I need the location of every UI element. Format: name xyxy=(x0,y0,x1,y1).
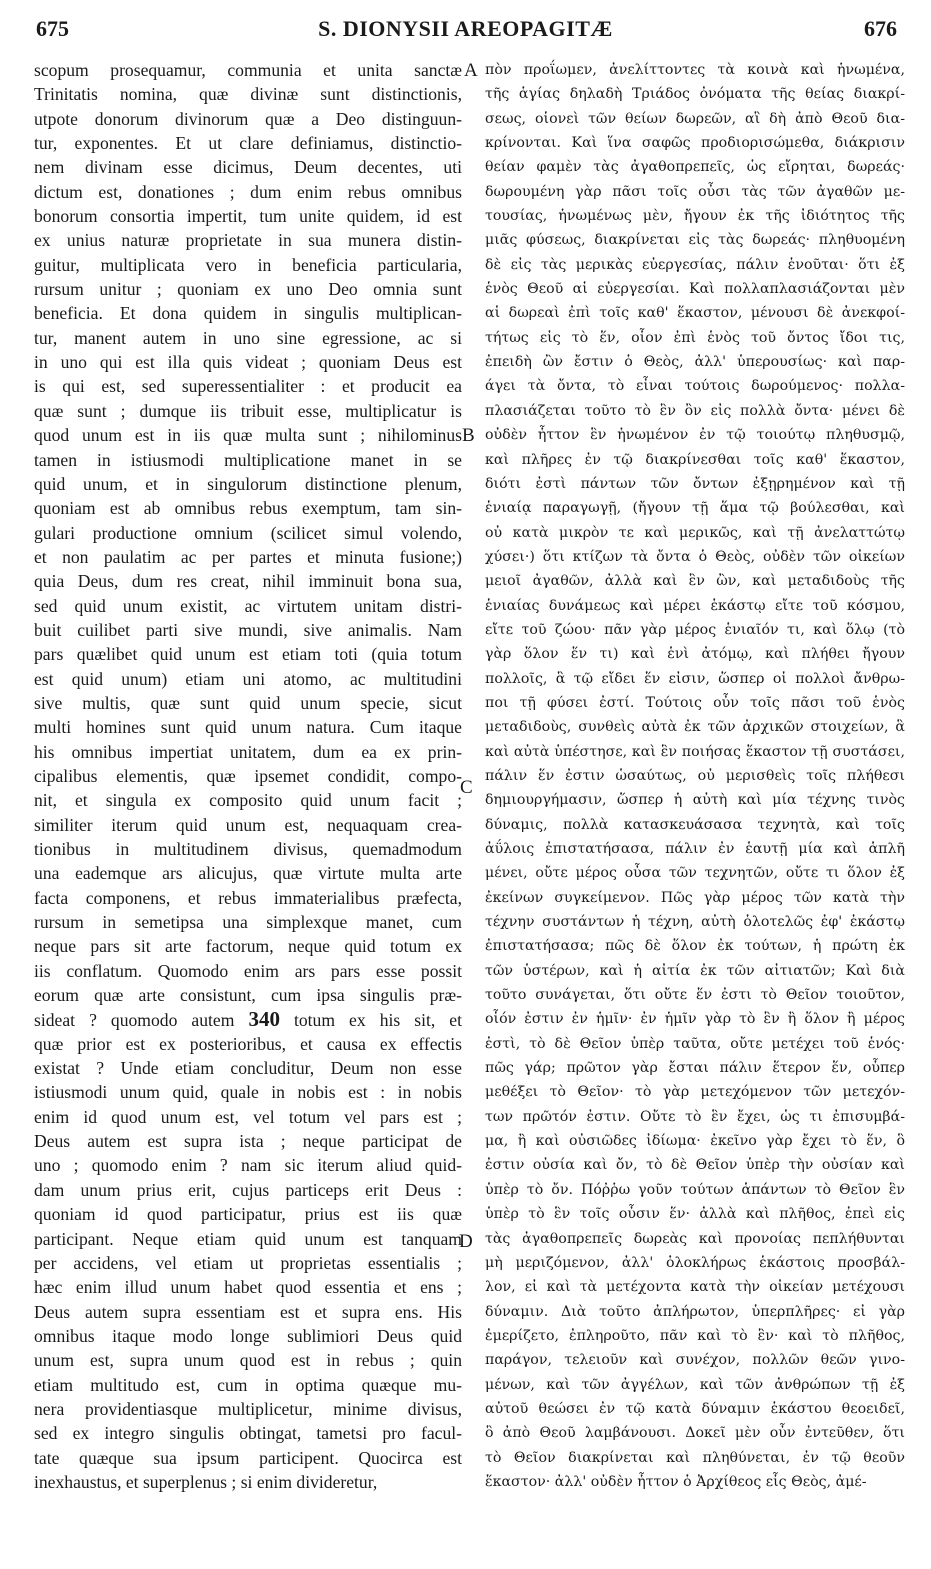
column-number: 340 xyxy=(248,1007,280,1032)
latin-text-line: Trinitatis nomina, quæ divinæ sunt distinctionis, xyxy=(34,84,462,105)
greek-text-line: ἑνιαίᾳ παραγωγῇ, (ἤγουν τῇ ἅμα τῷ βούλεσθαι, καὶ xyxy=(485,500,905,517)
latin-text-line: his omnibus impertiat unitatem, dum ea ex prin- xyxy=(34,741,462,762)
latin-text-line: inexhaustus, et superplenus ; si enim divideretur, xyxy=(34,1471,378,1492)
latin-text-line: similiter iterum quid unum est, nequaquam crea- xyxy=(34,814,462,835)
greek-text-line: τοῦτο συνάγεται, ὅτι οὔτε ἕν ἐστι τὸ Θεῖον τοιοῦτον, xyxy=(485,987,905,1004)
latin-text-line: ex unius naturæ proprietate in sua munera distin- xyxy=(34,230,462,251)
latin-text-line: nit, et singula ex composito quid unum facit ; xyxy=(34,790,462,811)
latin-text-line: quæ sunt ; dumque iis tribuit esse, multiplicatur is xyxy=(34,400,462,421)
latin-text-line: Deus autem est supra ista ; neque participat de xyxy=(34,1131,462,1152)
greek-text-line: θείαν φαμὲν τὰς ἀγαθοπρεπεῖς, ὡς εἴρηται, δωρεάς· xyxy=(485,159,905,176)
greek-text-line: ἐπιστατήσασα; πῶς δὲ ὅλον ἐκ τούτων, ἡ πρώτη ἐκ xyxy=(485,938,905,955)
latin-text-line: enim id quod unum est, vel totum vel pars est ; xyxy=(34,1106,462,1127)
page-number-right: 676 xyxy=(864,16,897,41)
greek-text-line: τὸ Θεῖον διακρίνεται καὶ πληθύνεται, ἐν τῷ θεοῦν xyxy=(485,1449,905,1466)
margin-marker-c: C xyxy=(460,777,473,798)
latin-text-line: dictum est, donationes ; dum enim rebus omnibus xyxy=(34,181,462,202)
latin-text-line: participant. Neque etiam quid unum est tanquam xyxy=(34,1228,462,1249)
latin-text-line: et non paulatim ac per partes et minuta fusione;) xyxy=(34,546,462,567)
latin-text-line: etiam multitudo est, cum in optima quæque mu- xyxy=(34,1374,462,1395)
greek-text-line: μὴ μεριζόμενον, ἀλλ' ὁλοκλήρως ἑκάστοις προσβάλ- xyxy=(485,1254,905,1271)
greek-text-line: τῆς ἁγίας δηλαδὴ Τριάδος ὀνόματα τῆς θείας διακρί- xyxy=(485,86,905,103)
greek-text-line: ἐστὶ, τὸ δὲ Θεῖον ὑπὲρ ταῦτα, οὔτε μετέχει τοῦ ἑνός· xyxy=(485,1035,905,1052)
greek-text-line: ὑπὲρ τὸ ὄν. Πόῤῥω γοῦν τούτων ἁπάντων τὸ Θεῖον ἓν xyxy=(485,1181,905,1198)
running-title: S. DIONYSII AREOPAGITÆ xyxy=(318,16,613,41)
latin-text-line: buit cuilibet parti sive mundi, sive animalis. Nam xyxy=(34,619,462,640)
greek-text-line: άγει τὰ ὄντα, τὸ εἶναι τούτοις δωρούμενος· πολλα- xyxy=(485,378,905,395)
latin-text-line: scopum prosequamur, communia et unita sanctæ xyxy=(34,60,462,80)
latin-text-line: gulari productione omnium (scilicet simul volendo, xyxy=(34,522,462,543)
running-header xyxy=(0,16,931,50)
margin-marker-d: D xyxy=(459,1231,473,1252)
latin-text-line: quia Deus, dum res creat, nihil imminuit bona sua, xyxy=(34,571,462,592)
greek-text-line: γὰρ ὅλον ἕν τι) καὶ ἑνὶ ἀτόμῳ, καὶ πλήθει ἤγουν xyxy=(485,646,905,663)
greek-text-line: καὶ αὐτὰ ὑπέστησε, καὶ ἓν ποιήσας ἕκαστον τῇ συστάσει, xyxy=(485,743,905,760)
latin-text-line: rursum in semetipsa una simplexque manet, cum xyxy=(34,912,462,933)
greek-column xyxy=(485,58,905,1494)
greek-text-line: οἷόν ἐστιν ἐν ἡμῖν· ἐν ἡμῖν γὰρ τὸ ἓν ἢ ὅλον ἢ μέρος xyxy=(485,1011,905,1028)
greek-text-line: πλασιάζεται τοῦτο τὸ ἓν ὂν εἰς πολλὰ ὄντα· μένει δὲ xyxy=(485,402,905,419)
latin-text-line: tamen in istiusmodi multiplicatione manet in se xyxy=(34,449,462,470)
greek-text-line: τουσίας, ἡνωμένως μὲν, ἤγουν ἐκ τῆς ἰδιότητος τῆς xyxy=(485,208,905,225)
latin-text-line: uno ; quomodo enim ? nam sic iterum aliud quid- xyxy=(34,1155,462,1176)
latin-text-line: is qui est, sed superessentialiter : et producit ea xyxy=(34,376,462,397)
latin-text-line: istiusmodi unum quid, quale in nobis est : in nobis xyxy=(34,1082,462,1103)
greek-text-line: ἐκείνων συγκείμενον. Πῶς γὰρ μέρος τῶν κατὰ τὴν xyxy=(485,889,905,906)
greek-text-line: σεως, οἱονεὶ τῶν θείων δωρεῶν, αἳ δὴ ἀπὸ Θεοῦ δια- xyxy=(485,110,905,127)
latin-text-line: guitur, multiplicata vero in beneficia particularia, xyxy=(34,254,462,275)
latin-text-line: bonorum consortia impertit, tum unite quidem, id est xyxy=(34,206,462,227)
latin-column xyxy=(34,58,462,1494)
latin-text-line: quid unum, et in singulorum distinctione plenum, xyxy=(34,473,462,494)
greek-text-line: τήτως εἰς τὸ ἕν, οἷον ἐπὶ ἑνὸς τοῦ ὄντος ἴδοι τις, xyxy=(485,329,905,346)
latin-text-line: hæc enim illud unum habet quod essentia et ens ; xyxy=(34,1277,462,1298)
latin-text-line: tate quæque sua ipsum participent. Quocirca est xyxy=(34,1447,462,1468)
latin-text-line: quoniam id quod participatur, prius est iis quæ xyxy=(34,1204,462,1225)
greek-text-line: μένει, οὔτε μέρος οὖσα τῶν τεχνητῶν, οὔτε τι ὅλον ἐξ xyxy=(485,865,905,882)
greek-text-line: λον, εἰ καὶ τὰ μετέχοντα κατὰ τὴν οἰκείαν μετέχουσι xyxy=(485,1279,905,1296)
latin-text-line: in uno qui est illa quis videat ; quoniam Deus est xyxy=(34,352,462,373)
latin-text-line: una eademque ars alicujus, quæ virtute multa arte xyxy=(34,863,462,884)
latin-text-line: tionibus in multitudinem divisus, quemadmodum xyxy=(34,839,462,859)
margin-marker-b: B xyxy=(462,425,475,446)
latin-text-line: quod unum est in iis quæ multa sunt ; nihilominus xyxy=(34,425,462,446)
greek-text-line: ἐπειδὴ ὢν ἔστιν ὁ Θεὸς, ἀλλ' ὑπερουσίως· καὶ παρ- xyxy=(485,354,905,371)
latin-text-line: omnibus itaque modo longe sublimiori Deus quid xyxy=(34,1325,462,1346)
greek-text-line: δημιουργήμασιν, ὥσπερ ἡ αὐτὴ καὶ μία τέχνης τινὸς xyxy=(485,792,905,809)
greek-text-line: πῶς γάρ; πρῶτον γὰρ ἔσται πάλιν ἕτερον ἕν, οὗπερ xyxy=(485,1060,905,1077)
latin-text-line: est quid unum) etiam uni atomo, ac multitudini xyxy=(34,668,462,689)
greek-text-line: ποι τῇ φύσει ἐστί. Τούτοις οὖν τοῖς πᾶσι τοῦ ἑνὸς xyxy=(485,694,905,711)
greek-text-line: καὶ πλῆρες ἐν τῷ διακρίνεσθαι τοῖς καθ' ἕκαστον, xyxy=(485,451,905,468)
latin-text-line: sed quid unum existit, ac virtutem unitam distri- xyxy=(34,595,462,616)
greek-text-line: μεταδιδοὺς, συνθεὶς αὐτὰ ἐκ τῶν ἀρχικῶν στοιχείων, ἃ xyxy=(485,719,905,736)
greek-text-line: μα, ἢ καὶ οὐσιῶδες ἰδίωμα· ἐκεῖνο γὰρ ἔχει τὸ ἕν, ὃ xyxy=(485,1133,905,1150)
latin-text-line: existat ? Unde etiam concluditur, Deum non esse xyxy=(34,1058,462,1079)
latin-text-line: iis conflatum. Quomodo enim ars pars esse possit xyxy=(34,960,462,981)
latin-text-line: utpote donorum divinorum quæ a Deo distinguun- xyxy=(34,108,462,129)
latin-text-line: cipalibus elementis, quæ ipsemet condidit, compo- xyxy=(34,765,462,786)
greek-text-line: ὃ ἀπὸ Θεοῦ λαμβάνουσι. Δοκεῖ μὲν οὖν ἐντεῦθεν, ὅτι xyxy=(485,1425,905,1442)
latin-text-line: tur, exponentes. Et ut clare definiamus, distinctio- xyxy=(34,133,462,154)
margin-marker-a: A xyxy=(464,60,478,81)
greek-text-line: δύναμιν. Διὰ τοῦτο ἀπλήρωτον, ὑπερπλῆρες· εἰ γὰρ xyxy=(485,1303,905,1320)
greek-text-line: ὑπὲρ τὸ ἓν τοῖς οὖσιν ἕν· ἀλλὰ καὶ πλῆθος, ἐπεὶ εἰς xyxy=(485,1206,905,1223)
latin-text-line: dam unum prius erit, cujus particeps erit Deus : xyxy=(34,1179,462,1200)
greek-text-line: δὲ εἰς τὰς μερικὰς εὐεργεσίας, πάλιν ἑνοῦται· ὅτι ἐξ xyxy=(485,256,905,273)
latin-text-line: beneficia. Et dona quidem in singulis multiplican- xyxy=(34,303,462,324)
greek-text-line: ἕκαστον· ἀλλ' οὐδὲν ἧττον ὁ Ἀρχίθεος εἷς Θεὸς, ἀμέ- xyxy=(485,1473,867,1490)
greek-text-line: οὐδὲν ἧττον ἓν ἡνωμένον ἐν τῷ τοιούτῳ πληθυσμῷ, xyxy=(485,427,905,444)
latin-text-line: multi homines sunt quid unum natura. Cum itaque xyxy=(34,717,462,738)
greek-text-line: δωρουμένη γὰρ πᾶσι τοῖς οὖσι τὰς τῶν ἀγαθῶν με- xyxy=(485,183,905,200)
greek-text-line: τῶν ὑστέρων, καὶ ἡ αἰτία ἐκ τῶν αἰτιατῶν; Καὶ διὰ xyxy=(485,962,905,979)
latin-text-line: Deus autem supra essentiam est et supra ens. His xyxy=(34,1301,462,1322)
greek-text-line: πὸν προΐωμεν, ἀνελίττοντες τὰ κοινὰ καὶ ἡνωμένα, xyxy=(485,62,905,78)
greek-text-line: εἴτε τοῦ ζώου· πᾶν γὰρ μέρος ἑνιαῖόν τι, καὶ ὅλῳ (τὸ xyxy=(485,621,905,638)
greek-text-line: πολλοῖς, ἃ τῷ εἴδει ἕν εἰσιν, ὥσπερ οἱ πολλοὶ ἄνθρω- xyxy=(485,670,905,687)
latin-text-line: pars quælibet quid unum est etiam toti (quia totum xyxy=(34,644,462,665)
latin-text-line: sideat ? quomodo autem 340 totum ex his sit, et xyxy=(34,1007,462,1032)
greek-text-line: ἐστιν οὐσία καὶ ὄν, τὸ δὲ Θεῖον ὑπὲρ τὴν οὐσίαν καὶ xyxy=(485,1157,905,1174)
greek-text-line: μειοῖ ἀγαθῶν, ἀλλὰ καὶ ἓν ὢν, καὶ μεταδιδοὺς τῆς xyxy=(485,573,905,590)
greek-text-line: παράγον, τελειοῦν καὶ συνέχον, πολλῶν θεῶν γινο- xyxy=(485,1352,905,1369)
greek-text-line: των πρῶτόν ἐστιν. Οὔτε τὸ ἓν ἔχει, ὡς τι ἐπισυμβά- xyxy=(485,1108,905,1125)
greek-text-line: αὐτοῦ θεώσει ἐν τῷ κατὰ δύναμιν ἑκάστου θεοειδεῖ, xyxy=(485,1400,905,1417)
page-number-left: 675 xyxy=(36,16,69,41)
greek-text-line: μεθέξει τὸ Θεῖον· τὸ γὰρ μετεχόμενον τῶν μετεχόν- xyxy=(485,1084,905,1101)
greek-text-line: μιᾶς φύσεως, διακρίνεται εἰς τὰς δωρεάς· πληθυομένη xyxy=(485,232,905,249)
latin-text-line: nera providentiasque multiplicetur, minime divisus, xyxy=(34,1398,462,1419)
greek-text-line: κρίνονται. Καὶ ἵνα σαφῶς προδιορισώμεθα, διάκρισιν xyxy=(485,135,905,152)
greek-text-line: τὰς ἀγαθοπρεπεῖς δωρεὰς καὶ προνοίας πεπλήθυνται xyxy=(485,1230,905,1247)
greek-text-line: ἑνὸς Θεοῦ αἱ εὐεργεσίαι. Καὶ πολλαπλασιάζονται μὲν xyxy=(485,281,905,298)
greek-text-line: χύσει·) ὅτι κτίζων τὰ ὄντα ὁ Θεὸς, οὐδὲν τῶν οἰκείων xyxy=(485,548,905,565)
greek-text-line: δύναμις, πολλὰ κατασκευάσασα τεχνητὰ, καὶ τοῖς xyxy=(485,816,905,833)
latin-text-line: rursum unitur ; quoniam ex uno Deo omnia sunt xyxy=(34,279,462,300)
greek-text-line: αἱ δωρεαὶ ἐπὶ τοῖς καθ' ἕκαστον, μένουσι δὲ ἀνεκφοί- xyxy=(485,305,905,322)
latin-text-line: facta componens, et rebus immaterialibus præfecta, xyxy=(34,887,462,908)
latin-text-line: unum est, supra unum quod est in rebus ; quin xyxy=(34,1350,462,1371)
greek-text-line: πάλιν ἕν ἐστιν ὡσαύτως, οὐ μερισθεὶς τοῖς πλήθεσι xyxy=(485,767,905,784)
greek-text-line: οὐ κατὰ μικρὸν τε καὶ μερικῶς, καὶ τῇ ἀνελαττώτῳ xyxy=(485,524,905,541)
greek-text-line: ἐμερίζετο, ἐπληροῦτο, πᾶν καὶ τὸ ἓν· καὶ τὸ πλῆθος, xyxy=(485,1327,905,1344)
greek-text-line: ἑνιαίας δυνάμεως καὶ μέρει ἑκάστῳ εἴτε τοῦ κόσμου, xyxy=(485,597,905,614)
latin-text-line: quæ prior est ex posterioribus, et causa ex effectis xyxy=(34,1033,462,1054)
latin-text-line: tur, manent autem in uno sine egressione, ac si xyxy=(34,327,462,348)
greek-text-line: τέχνην συστάντων ἡ τέχνη, αὐτὴ ὁλοτελῶς ἐφ' ἑκάστῳ xyxy=(485,914,905,931)
latin-text-line: per accidens, vel etiam ut proprietas essentialis ; xyxy=(34,1252,462,1273)
greek-text-line: ἀΰλοις ἐπιστατήσασα, πάλιν ἐν ἑαυτῇ μία καὶ ἁπλῆ xyxy=(485,841,905,857)
latin-text-line: nem divinam esse dicimus, Deum decentes, uti xyxy=(34,157,462,178)
latin-text-line: quoniam est ab omnibus rebus exemptum, tam sin- xyxy=(34,498,462,519)
latin-text-line: eorum quæ arte consistunt, cum ipsa singulis præ- xyxy=(34,985,462,1006)
greek-text-line: διότι ἐστὶ πάντων τῶν ὄντων ἐξῃρημένον καὶ τῇ xyxy=(485,475,905,492)
latin-text-line: sed ex integro singulis obtingat, tametsi pro facul- xyxy=(34,1423,462,1444)
greek-text-line: μένων, καὶ τῶν ἀγγέλων, καὶ τῶν ἀνθρώπων τῇ ἐξ xyxy=(485,1376,905,1393)
latin-text-line: neque pars sit arte factorum, neque quid totum ex xyxy=(34,936,462,957)
latin-text-line: sive multis, quæ sunt quid unum specie, sicut xyxy=(34,692,462,713)
